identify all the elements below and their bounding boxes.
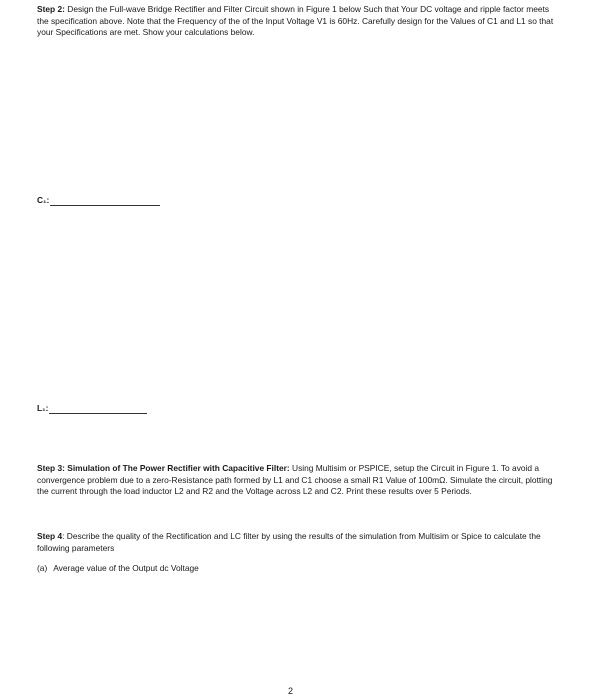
step-4-text: : Describe the quality of the Rectification and LC filter by using the results of the simulation from Multisim or Spice to calculate the following parameters: [37, 531, 541, 553]
part-a-text: Average value of the Output dc Voltage: [53, 563, 199, 573]
part-a-marker: (a): [37, 563, 48, 573]
step-3-text: Using Multisim or PSPICE, setup the Circuit in Figure 1. To avoid a convergence problem due to a zero-Resistance path formed by L1 and C1 choose a small R1 Value of 100mΩ. Simulate the circuit, plotting the current through the load inductor L2 and R2 and the Voltage across L2 and C2. Print these results over 5 Periods.: [37, 463, 553, 497]
step-4-paragraph: [37, 531, 557, 554]
l1-answer-field: [37, 403, 147, 414]
step-3-paragraph: [37, 463, 557, 498]
c1-answer-line: [50, 197, 160, 206]
step-2-paragraph: [37, 4, 557, 39]
l1-answer-line: [49, 405, 147, 414]
step-4-heading: Step 4: [37, 531, 63, 541]
step-2-text: Design the Full-wave Bridge Rectifier and Filter Circuit shown in Figure 1 below Such that Your DC voltage and ripple factor meets the specification above. Note that the Frequency of the of the Input Voltage V1 is 60Hz. Carefully design for the Values of C1 and L1 so that your Specifications are met. Show your calculations below.: [37, 4, 554, 38]
step-2-heading: Step 2:: [37, 4, 65, 14]
c1-label: C₁:: [37, 195, 50, 205]
step-3-heading: Step 3: Simulation of The Power Rectifier with Capacitive Filter:: [37, 463, 290, 473]
c1-answer-field: [37, 195, 160, 206]
part-a-item: [37, 563, 199, 574]
page-number: 2: [287, 686, 293, 696]
l1-label: L₁:: [37, 403, 49, 413]
